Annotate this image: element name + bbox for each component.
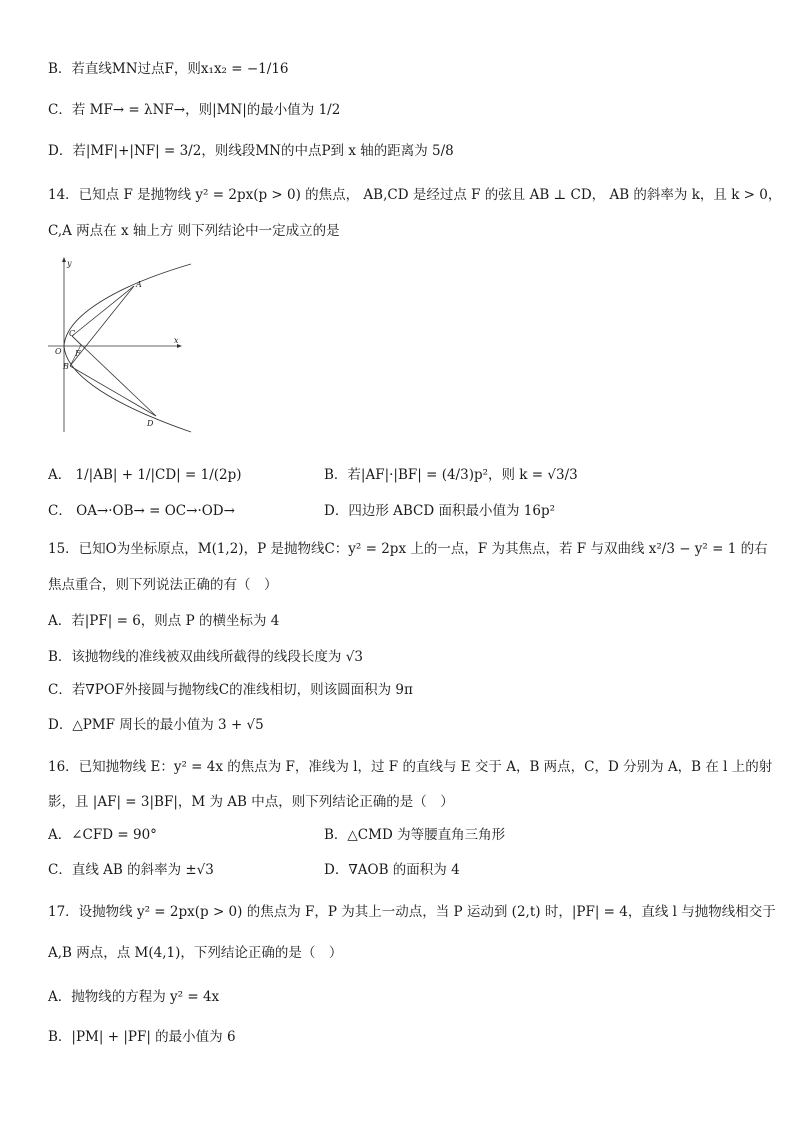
q15-option-a: A．若|PF| = 6，则点 P 的横坐标为 4	[48, 613, 280, 629]
chord-cd	[72, 336, 156, 416]
label-f: F	[75, 349, 81, 358]
q14-option-b: B．若|AF|·|BF| = (4/3)p²，则 k = √3/3	[324, 467, 578, 483]
q16-stem-line1: 16．已知抛物线 E：y² = 4x 的焦点为 F，准线为 l，过 F 的直线与 E 交于 A，B 两点，C，D 分别为 A，B 在 l 上的射	[48, 759, 773, 775]
q15-stem-line2: 焦点重合，则下列说法正确的有（ ）	[48, 577, 278, 593]
q14-option-a: A． 1/|AB| + 1/|CD| = 1/(2p)	[48, 467, 242, 483]
q16-stem-line2: 影，且 |AF| = 3|BF|，M 为 AB 中点，则下列结论正确的是（ ）	[48, 794, 454, 810]
y-axis-arrow	[62, 257, 66, 262]
label-y: y	[67, 259, 72, 268]
label-x: x	[174, 336, 179, 345]
q16-option-d: D．∇AOB 的面积为 4	[324, 862, 460, 878]
q17-option-a: A．抛物线的方程为 y² = 4x	[48, 989, 220, 1005]
q14-stem-line2: C,A 两点在 x 轴上方 则下列结论中一定成立的是	[48, 223, 340, 239]
q16-option-c: C．直线 AB 的斜率为 ±√3	[48, 862, 214, 878]
edge-bd	[70, 366, 156, 416]
q14-option-d: D．四边形 ABCD 面积最小值为 16p²	[324, 503, 556, 519]
q14-option-c: C． OA→·OB→ = OC→·OD→	[48, 503, 235, 519]
q13-option-b: B．若直线MN过点F，则x₁x₂ = −1/16	[48, 61, 289, 77]
q15-option-d: D．△PMF 周长的最小值为 3 + √5	[48, 717, 264, 733]
parabola-figure	[46, 256, 196, 434]
label-a: A	[136, 280, 142, 289]
q14-stem-line1: 14．已知点 F 是抛物线 y² = 2px(p > 0) 的焦点， AB,CD 是经过点 F 的弦且 AB ⊥ CD， AB 的斜率为 k，且 k > 0，	[48, 187, 782, 203]
label-o: O	[55, 347, 62, 356]
parabola-curve	[64, 264, 191, 432]
q13-option-d: D．若|MF|+|NF| = 3/2，则线段MN的中点P到 x 轴的距离为 5/8	[48, 143, 454, 159]
label-c: C	[69, 329, 76, 338]
q17-stem-line2: A,B 两点，点 M(4,1)，下列结论正确的是（ ）	[48, 945, 343, 961]
q16-option-a: A．∠CFD = 90°	[48, 827, 157, 843]
q17-option-b: B．|PM| + |PF| 的最小值为 6	[48, 1029, 236, 1045]
q17-stem-line1: 17．设抛物线 y² = 2px(p > 0) 的焦点为 F，P 为其上一动点，当 P 运动到 (2,t) 时，|PF| = 4，直线 l 与抛物线相交于	[48, 904, 776, 920]
label-b: B	[63, 362, 69, 371]
edge-ac	[72, 286, 134, 336]
q16-option-b: B．△CMD 为等腰直角三角形	[324, 827, 506, 843]
label-d: D	[147, 419, 154, 428]
q15-option-b: B．该抛物线的准线被双曲线所截得的线段长度为 √3	[48, 649, 363, 665]
q13-option-c: C．若 MF→ = λNF→，则|MN|的最小值为 1/2	[48, 102, 341, 118]
parabola-diagram	[46, 256, 196, 434]
q15-stem-line1: 15．已知O为坐标原点，M(1,2)，P 是抛物线C：y² = 2px 上的一点，F 为其焦点，若 F 与双曲线 x²/3 − y² = 1 的右	[48, 541, 768, 557]
q15-option-c: C．若∇POF外接圆与抛物线C的准线相切，则该圆面积为 9π	[48, 682, 413, 698]
